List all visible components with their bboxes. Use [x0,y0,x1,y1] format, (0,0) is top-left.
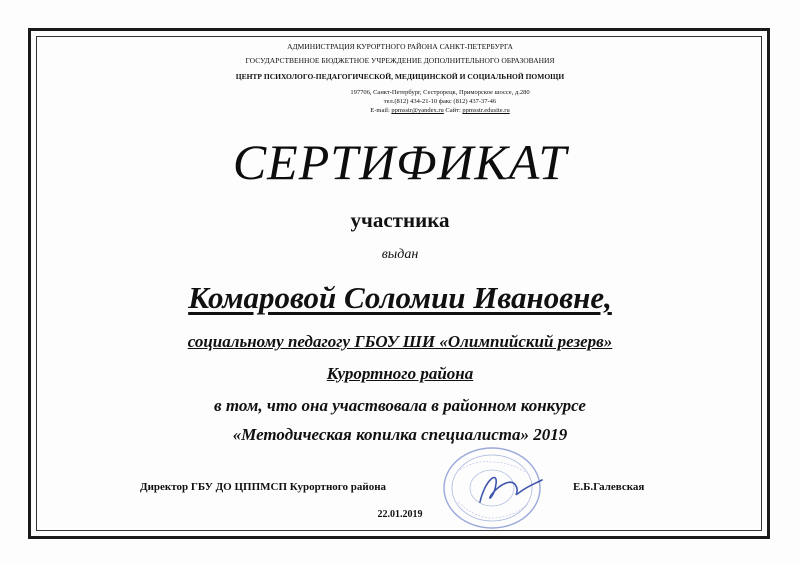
recipient-name: Комаровой Соломии Ивановне, [188,280,612,315]
header-administration: АДМИНИСТРАЦИЯ КУРОРТНОГО РАЙОНА САНКТ-ПЕТЕРБУРГА [287,42,513,51]
contacts-web [290,106,590,115]
certificate-subtitle: участника [350,208,450,232]
site-label: Сайт: [443,107,463,114]
header-institution-type: ГОСУДАРСТВЕННОЕ БЮДЖЕТНОЕ УЧРЕЖДЕНИЕ ДОПОЛНИТЕЛЬНОГО ОБРАЗОВАНИЯ [245,56,555,65]
issue-date: 22.01.2019 [377,509,423,520]
header-center-name: ЦЕНТР ПСИХОЛОГО-ПЕДАГОГИЧЕСКОЙ, МЕДИЦИНСКОЙ И СОЦИАЛЬНОЙ ПОМОЩИ [235,72,565,81]
recipient-position: социальному педагогу ГБОУ ШИ «Олимпийский резерв» [187,332,613,351]
issuer-header [0,41,800,83]
contacts-block [290,88,590,115]
contacts-phones: тел.(812) 434-21-10 факс (812) 437-37-46 [383,98,497,105]
certificate-title: СЕРТИФИКАТ [232,134,568,190]
participation-text: в том, что она участвовала в районном конкурсе [214,396,586,415]
signatory-title: Директор ГБУ ДО ЦППМСП Курортного района [140,481,387,493]
contest-name: «Методическая копилка специалиста» 2019 [232,425,568,444]
recipient-district: Курортного района [326,364,474,383]
site-link[interactable]: ppmsstr.edusite.ru [462,107,510,114]
email-label: E-mail: [370,107,392,114]
email-link[interactable]: ppmsstr@yandex.ru [391,107,444,114]
contacts-address: 197706, Санкт-Петербург, Сестрорецк, Приморское шоссе, д.280 [350,89,530,96]
signatory-name: Е.Б.Галевская [573,481,645,493]
issued-label: выдан [381,247,419,262]
handwritten-signature-icon [480,478,542,502]
